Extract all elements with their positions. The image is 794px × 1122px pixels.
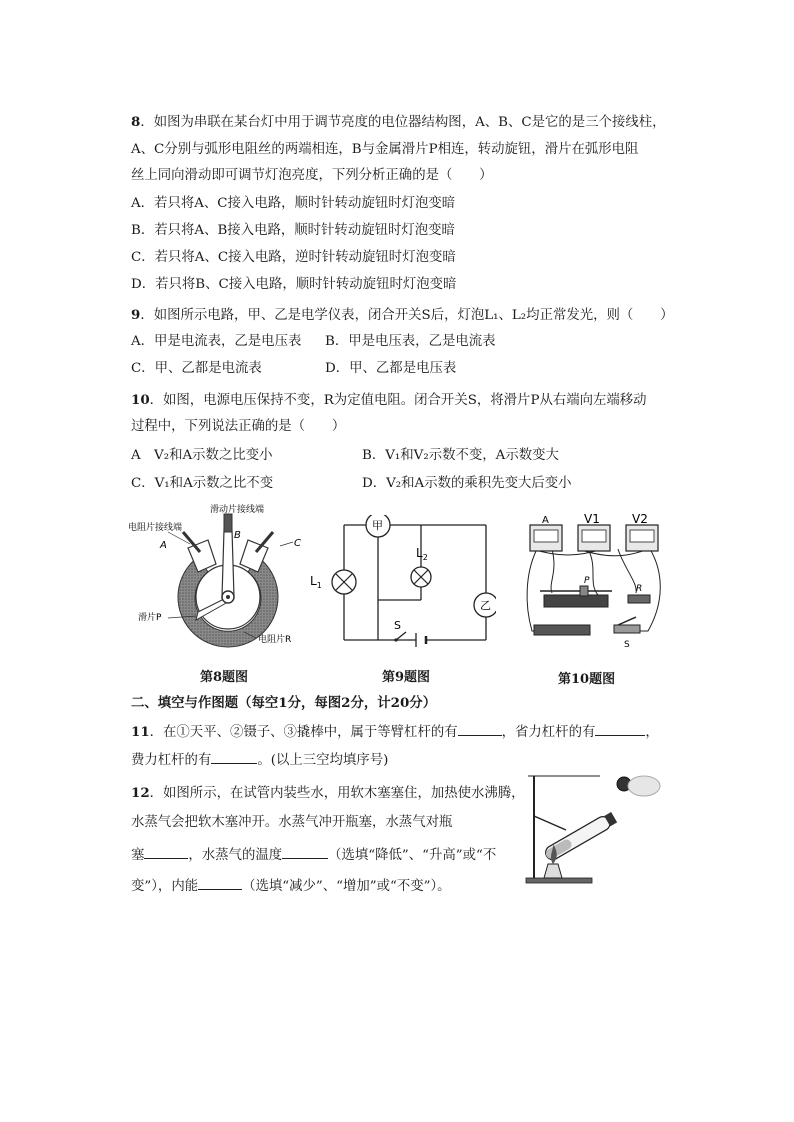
q11-line-2 bbox=[131, 750, 671, 770]
fig10-caption: 第10题图 bbox=[558, 672, 616, 687]
battery-box bbox=[534, 625, 590, 635]
q12-blank-3[interactable] bbox=[198, 876, 242, 890]
q12-blank-1[interactable] bbox=[144, 845, 188, 859]
alcohol-lamp bbox=[544, 864, 562, 878]
q9-option-c: C．甲、乙都是电流表 bbox=[131, 361, 262, 376]
q11-line-1 bbox=[131, 722, 671, 742]
label-r: R bbox=[636, 584, 643, 594]
q10-option-c: C．V₁和A示数之比不变 bbox=[131, 476, 274, 491]
label-c: C bbox=[294, 538, 301, 549]
resistor-r bbox=[628, 595, 650, 603]
lamp-l2-label: $L_2$ bbox=[416, 546, 428, 562]
q12-test-tube-figure bbox=[520, 768, 670, 892]
meter-yi-label: 乙 bbox=[480, 599, 491, 612]
q9-stem bbox=[131, 306, 674, 325]
q8-number: 8 bbox=[131, 114, 141, 130]
q8-stem-text-1: ．如图为串联在某台灯中用于调节亮度的电位器结构图，A、B、C是它的是三个接线柱， bbox=[140, 115, 666, 130]
lamp-l1-label: $L_1$ bbox=[310, 574, 322, 590]
label-slider-p: 滑片P bbox=[138, 613, 162, 623]
stand-base bbox=[526, 878, 592, 883]
clamp-arm bbox=[534, 816, 566, 830]
label-p: P bbox=[584, 576, 590, 586]
q12-line-2: 水蒸气会把软木塞冲开。水蒸气冲开瓶塞，水蒸气对瓶 bbox=[131, 815, 453, 830]
q10-option-b: B．V₁和V₂示数不变，A示数变大 bbox=[362, 448, 559, 463]
knob-axle-center bbox=[226, 595, 230, 599]
q8-stem-line-2: A、C分别与弧形电阻丝的两端相连，B与金属滑片P相连，转动旋钮，滑片在弧形电阻 bbox=[131, 142, 639, 157]
switch-label: S bbox=[394, 619, 401, 632]
label-b: B bbox=[234, 530, 241, 541]
q10-number: 10 bbox=[131, 392, 150, 408]
q8-option-d: D．若只将B、C接入电路，顺时针转动旋钮时灯泡变暗 bbox=[131, 277, 457, 292]
q12-number: 12 bbox=[131, 785, 150, 801]
q12-text-3c: （选填“降低”、“升高”或“不 bbox=[328, 848, 497, 863]
fig8-potentiometer-diagram bbox=[128, 502, 320, 662]
rheostat-coil bbox=[544, 595, 608, 607]
q9-option-d: D．甲、乙都是电压表 bbox=[325, 361, 457, 376]
q9-number: 9 bbox=[131, 307, 141, 323]
meter-jia-label: 甲 bbox=[372, 519, 383, 532]
label-a: A bbox=[160, 540, 167, 551]
q12-blank-2[interactable] bbox=[282, 845, 328, 859]
q10-stem-line-1 bbox=[131, 391, 671, 410]
label-resistor-terminal: 电阻片接线端 bbox=[128, 523, 183, 533]
steam-puff bbox=[628, 776, 660, 796]
fig8-caption: 第8题图 bbox=[200, 670, 249, 685]
q12-text-1: ．如图所示，在试管内装些水，用软木塞塞住，加热使水沸腾， bbox=[149, 786, 525, 801]
q11-text-3: ， bbox=[645, 725, 659, 740]
fig9-caption: 第9题图 bbox=[382, 670, 431, 685]
q8-option-b: B．若只将A、B接入电路，顺时针转动旋钮时灯泡变暗 bbox=[131, 223, 455, 238]
q9-option-a: A．甲是电流表，乙是电压表 bbox=[131, 334, 302, 349]
meter-v2-label: V2 bbox=[632, 513, 648, 526]
q10-option-d: D．V₂和A示数的乘积先变大后变小 bbox=[362, 476, 572, 491]
q9-stem-text: ．如图所示电路，甲、乙是电学仪表，闭合开关S后，灯泡L₁、L₂均正常发光，则（ ） bbox=[140, 308, 674, 323]
q11-text-1: ．在①天平、②镊子、③撬棒中，属于等臂杠杆的有 bbox=[149, 725, 458, 740]
switch-base bbox=[614, 625, 640, 633]
q11-text-2: ，省力杠杆的有 bbox=[501, 725, 596, 740]
section2-title: 二、填空与作图题（每空1分，每图2分，计20分） bbox=[131, 695, 437, 711]
q11-blank-2[interactable] bbox=[595, 722, 645, 736]
leader-c bbox=[280, 542, 293, 546]
q10-option-a: A V₂和A示数之比变小 bbox=[131, 448, 273, 463]
q11-blank-1[interactable] bbox=[458, 722, 502, 736]
q11-text-5: 。(以上三空均填序号) bbox=[257, 753, 389, 768]
q10-stem-text-1: ．如图，电源电压保持不变，R为定值电阻。闭合开关S，将滑片P从右端向左端移动 bbox=[149, 393, 647, 408]
rheostat-slider bbox=[580, 586, 588, 596]
meter-a-label: A bbox=[542, 515, 549, 526]
fig10-apparatus-diagram bbox=[518, 513, 670, 653]
q8-option-a: A．若只将A、C接入电路，顺时针转动旋钮时灯泡变暗 bbox=[131, 196, 456, 211]
q10-stem-line-2: 过程中，下列说法正确的是（ ） bbox=[131, 419, 346, 434]
q11-blank-3[interactable] bbox=[211, 750, 257, 764]
q8-option-c: C．若只将A、C接入电路，逆时针转动旋钮时灯泡变暗 bbox=[131, 250, 456, 265]
slider-arm bbox=[222, 530, 234, 597]
q8-stem-line-1 bbox=[131, 113, 671, 132]
q12-text-4b: （选填“减少”、“增加”或“不变”）。 bbox=[242, 879, 451, 894]
q11-number: 11 bbox=[131, 724, 150, 740]
q11-text-4: 费力杠杆的有 bbox=[131, 753, 212, 768]
q12-text-4a: 变”），内能 bbox=[131, 879, 199, 894]
q12-text-3b: ，水蒸气的温度 bbox=[188, 848, 283, 863]
meter-v1-label: V1 bbox=[584, 513, 600, 526]
label-s: S bbox=[624, 640, 630, 650]
q12-text-3a: 塞 bbox=[131, 848, 145, 863]
terminal-b-pin bbox=[224, 514, 232, 532]
label-resistor-r: 电阻片R bbox=[258, 635, 292, 645]
fig9-circuit-diagram bbox=[306, 515, 496, 660]
q8-stem-line-3: 丝上同向滑动即可调节灯泡亮度，下列分析正确的是（ ） bbox=[131, 168, 493, 183]
label-slider-terminal: 滑动片接线端 bbox=[210, 505, 265, 515]
q9-option-b: B．甲是电压表，乙是电流表 bbox=[325, 334, 496, 349]
